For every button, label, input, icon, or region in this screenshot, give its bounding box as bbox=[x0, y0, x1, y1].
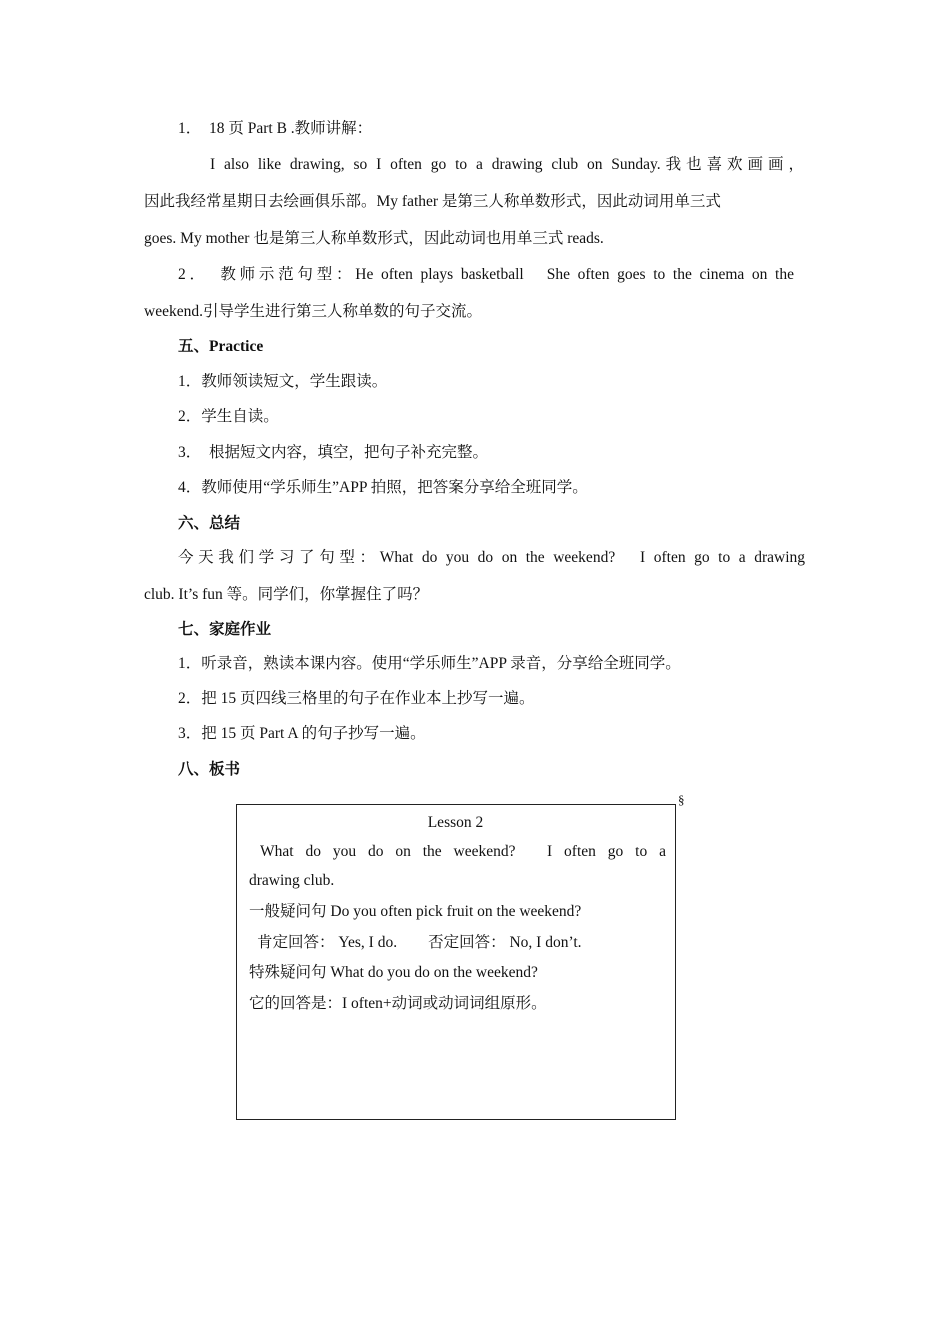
board-line2: drawing club. bbox=[249, 872, 335, 889]
practice-item: 3． 根据短文内容，填空，把句子补充完整。 bbox=[178, 444, 489, 461]
blackboard-box bbox=[236, 804, 676, 1120]
section7-heading: 七、家庭作业 bbox=[178, 621, 272, 638]
practice-item: 1．教师领读短文，学生跟读。 bbox=[178, 373, 388, 390]
board-title: Lesson 2 bbox=[427, 814, 484, 831]
item1-line2: 因此我经常星期日去绘画俱乐部。My father 是第三人称单数形式，因此动词用单三式 bbox=[144, 193, 721, 210]
practice-item: 4．教师使用“学乐师生”APP 拍照，把答案分享给全班同学。 bbox=[178, 479, 588, 496]
item2-line1: 2． 教师示范句型：He often plays basketball She often goes to the cinema on the bbox=[178, 266, 794, 283]
board-line3: 一般疑问句 Do you often pick fruit on the weekend? bbox=[249, 903, 582, 920]
section-mark: § bbox=[678, 792, 685, 807]
item2-line2: weekend.引导学生进行第三人称单数的句子交流。 bbox=[144, 303, 482, 320]
homework-item: 3．把 15 页 Part A 的句子抄写一遍。 bbox=[178, 725, 426, 742]
summary-line1: 今天我们学习了句型：What do you do on the weekend? I often go to a drawing bbox=[178, 549, 805, 566]
board-line5: 特殊疑问句 What do you do on the weekend? bbox=[249, 964, 538, 981]
item1-title: 1． 18 页 Part B .教师讲解： bbox=[178, 120, 373, 137]
board-line4: 肯定回答： Yes, I do. 否定回答： No, I don’t. bbox=[257, 934, 582, 951]
section5-heading: 五、Practice bbox=[178, 338, 264, 355]
summary-line2: club. It’s fun 等。同学们，你掌握住了吗？ bbox=[144, 586, 429, 603]
practice-item: 2．学生自读。 bbox=[178, 408, 279, 425]
board-line1: What do you do on the weekend? I often go to a bbox=[260, 843, 666, 860]
section8-heading: 八、板书 bbox=[178, 761, 241, 778]
section6-heading: 六、总结 bbox=[178, 515, 241, 532]
item1-line3: goes. My mother 也是第三人称单数形式，因此动词也用单三式 reads. bbox=[144, 230, 604, 247]
board-line6: 它的回答是：I often+动词或动词词组原形。 bbox=[249, 995, 547, 1012]
homework-item: 2．把 15 页四线三格里的句子在作业本上抄写一遍。 bbox=[178, 690, 535, 707]
homework-item: 1．听录音，熟读本课内容。使用“学乐师生”APP 录音，分享给全班同学。 bbox=[178, 655, 681, 672]
item1-line1: I also like drawing, so I often go to a drawing club on Sunday.我也喜欢画画， bbox=[210, 156, 804, 173]
